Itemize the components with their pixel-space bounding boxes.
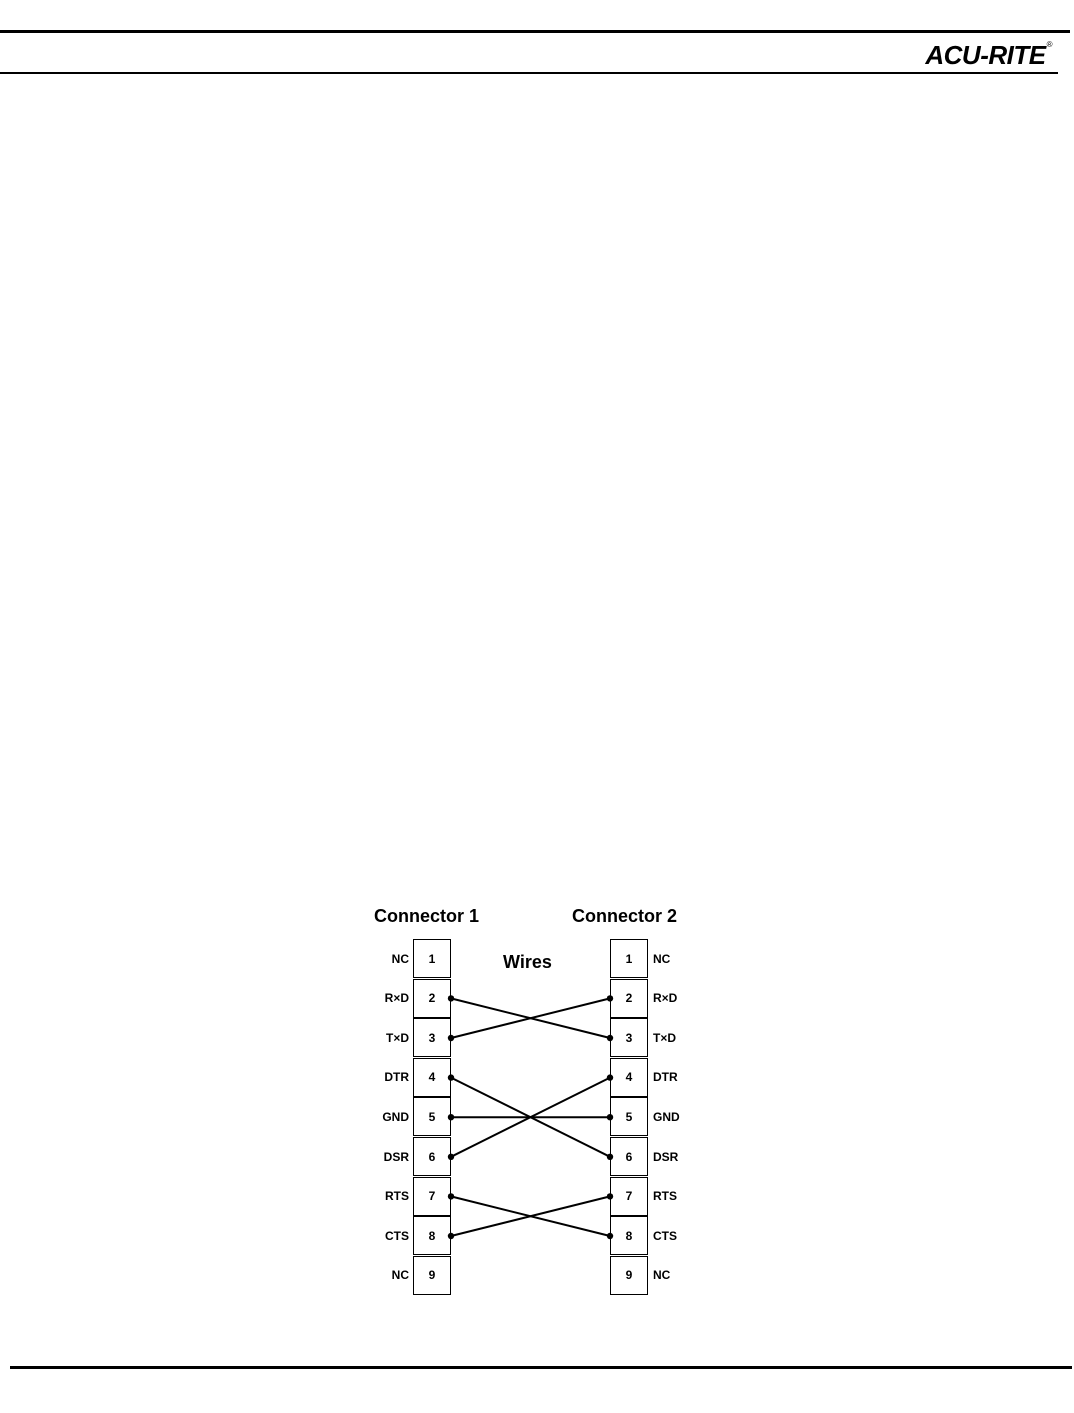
connector-2-signal-5: GND (653, 1109, 680, 1124)
connector-2-signal-7: RTS (653, 1189, 677, 1204)
connector-2-pin-6: 6 (610, 1137, 648, 1176)
connector-1-signal-8: CTS (385, 1228, 409, 1243)
connector-2-signal-1: NC (653, 951, 671, 966)
connector-2-pin-8: 8 (610, 1216, 648, 1255)
connector-2-pin-7: 7 (610, 1177, 648, 1216)
connector-1-signal-1: NC (391, 951, 409, 966)
connector-2-pin-2: 2 (610, 979, 648, 1018)
connector-1-pin-7: 7 (413, 1177, 451, 1216)
connector-1-pin-5: 5 (413, 1097, 451, 1136)
logo-text: ACU-RITE (925, 40, 1046, 70)
connector-2-wire-dot (607, 995, 613, 1001)
connector-2-wire-dot (607, 1074, 613, 1080)
connector-2-pin-1: 1 (610, 939, 648, 978)
connector-1-pin-3: 3 (413, 1018, 451, 1057)
connector-1-signal-9: NC (391, 1268, 409, 1283)
connector-1-wire-dot (448, 1114, 454, 1120)
connector-2-signal-4: DTR (653, 1070, 678, 1085)
connector-1-signal-2: R×D (384, 991, 409, 1006)
connector-1-pin-8: 8 (413, 1216, 451, 1255)
connector-1-wire-dot (448, 1074, 454, 1080)
footer-rule (10, 1366, 1072, 1369)
connector-1-signal-5: GND (382, 1109, 409, 1124)
connector-1-wire-dot (448, 1035, 454, 1041)
connector-2-wire-dot (607, 1233, 613, 1239)
connector-1-title: Connector 1 (374, 906, 480, 926)
connector-2-wire-dot (607, 1035, 613, 1041)
connector-1-wire-dot (448, 995, 454, 1001)
connector-1-signal-3: T×D (385, 1030, 409, 1045)
connector-2-pin-5: 5 (610, 1097, 648, 1136)
connector-1-wire-dot (448, 1193, 454, 1199)
connector-1-pin-9: 9 (413, 1256, 451, 1295)
connector-1-pin-2: 2 (413, 979, 451, 1018)
connector-2-signal-9: NC (653, 1268, 671, 1283)
connector-2-pin-4: 4 (610, 1058, 648, 1097)
connector-2-wire-dot (607, 1114, 613, 1120)
wires-label: Wires (503, 952, 552, 972)
connector-2-pin-3: 3 (610, 1018, 648, 1057)
connector-1-pin-6: 6 (413, 1137, 451, 1176)
connector-1-pin-1: 1 (413, 939, 451, 978)
connector-2-title: Connector 2 (572, 906, 678, 926)
connector-2-wire-dot (607, 1154, 613, 1160)
connector-2-wire-dot (607, 1193, 613, 1199)
connector-1-signal-4: DTR (384, 1070, 409, 1085)
connector-2-signal-8: CTS (653, 1228, 677, 1243)
registered-mark: ® (1046, 40, 1052, 49)
connector-2-pin-9: 9 (610, 1256, 648, 1295)
connector-1-wire-dot (448, 1154, 454, 1160)
connector-1-wire-dot (448, 1233, 454, 1239)
connector-2-signal-2: R×D (653, 991, 678, 1006)
connector-1-signal-7: RTS (385, 1189, 409, 1204)
connector-2-signal-3: T×D (653, 1030, 677, 1045)
connector-1-signal-6: DSR (383, 1149, 409, 1164)
connector-1-pin-4: 4 (413, 1058, 451, 1097)
connector-2-signal-6: DSR (653, 1149, 679, 1164)
